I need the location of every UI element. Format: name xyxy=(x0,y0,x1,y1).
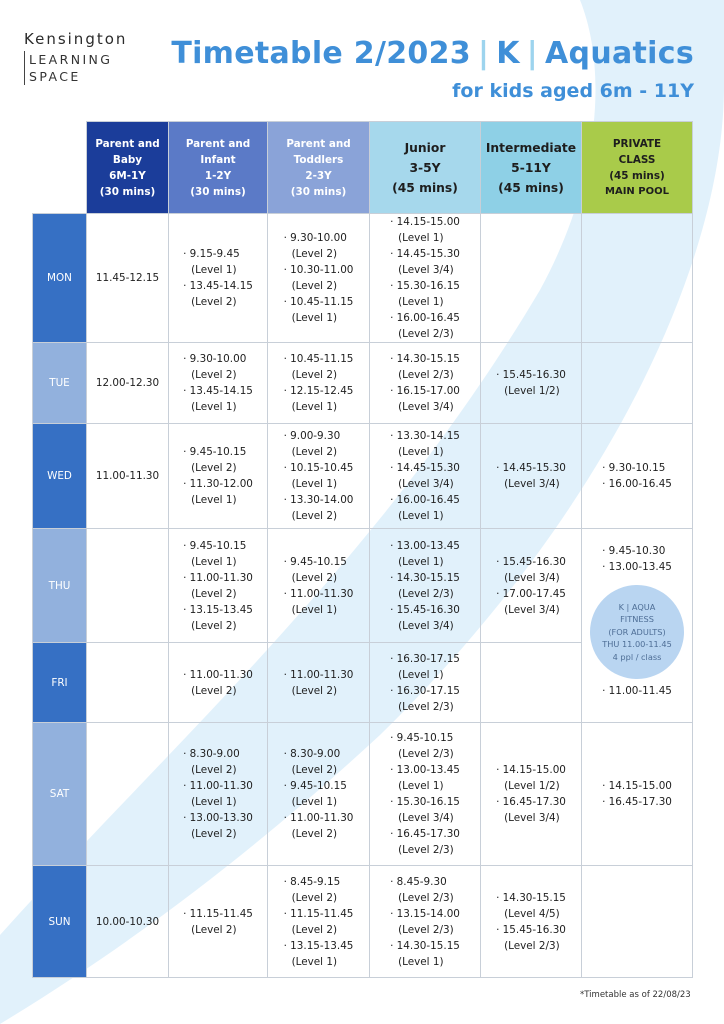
cell-infant xyxy=(169,723,268,866)
aqua-line: THU 11.00-11.45 xyxy=(602,639,672,650)
session-level: (Level 1) xyxy=(191,555,237,568)
session-list xyxy=(284,874,354,970)
header-line: 2-3Y xyxy=(305,169,332,182)
cell-private xyxy=(582,343,693,424)
session-time: · 16.45-17.30 xyxy=(496,796,566,808)
session-time: · 14.30-15.15 xyxy=(496,891,566,904)
row-tue xyxy=(33,343,693,424)
cell-infant xyxy=(169,424,268,529)
private-fri-times xyxy=(582,683,692,699)
session-level: (Level 3/4) xyxy=(398,401,454,413)
title-main: Timetable 2/2023 xyxy=(171,36,471,71)
session-list xyxy=(390,651,460,715)
header-intermediate xyxy=(481,122,582,214)
cell-baby xyxy=(87,643,169,723)
cell-private xyxy=(582,723,693,866)
session-level: (Level 2) xyxy=(291,280,338,292)
session-level: (Level 1) xyxy=(191,401,237,413)
header-line: 1-2Y xyxy=(204,169,232,182)
cell-junior xyxy=(370,643,481,723)
session-time: · 10.45-11.15 xyxy=(283,353,354,365)
session-level: (Level 2) xyxy=(291,248,338,260)
session-level: (Level 1) xyxy=(291,312,338,324)
session-time: · 9.45-10.15 xyxy=(283,555,347,568)
cell-intermediate xyxy=(481,723,582,866)
page-subtitle: for kids aged 6m - 11Y xyxy=(452,80,694,102)
aqua-fitness-badge xyxy=(590,585,684,679)
cell-junior xyxy=(370,424,481,529)
session-level: (Level 2) xyxy=(291,828,338,840)
session-time: · 15.30-16.15 xyxy=(390,796,460,808)
session-time: · 10.45-11.15 xyxy=(283,296,354,308)
session-level: (Level 2) xyxy=(191,764,237,776)
session-time: · 11.30-12.00 xyxy=(183,478,253,490)
cell-toddlers xyxy=(268,723,370,866)
session-level: (Level 1) xyxy=(398,780,444,792)
session-list xyxy=(496,890,566,954)
session-list xyxy=(496,460,566,492)
cell-junior xyxy=(370,866,481,978)
session-time: · 14.45-15.30 xyxy=(496,462,566,474)
session-time: · 10.30-11.00 xyxy=(283,264,354,276)
aqua-line: K | AQUA xyxy=(618,601,656,612)
session-time: · 9.45-10.15 xyxy=(283,780,347,792)
session-level: (Level 2) xyxy=(291,684,338,697)
session-list xyxy=(284,351,354,415)
session-level: (Level 2/3) xyxy=(398,587,454,600)
cell-baby: 11.45-12.15 xyxy=(87,214,169,343)
header-junior xyxy=(370,122,481,214)
cell-intermediate xyxy=(481,529,582,643)
session-time: · 16.45-17.30 xyxy=(602,796,672,808)
session-list xyxy=(496,367,566,399)
day-label: THU xyxy=(33,529,87,643)
session-level: (Level 4/5) xyxy=(504,907,560,920)
cell-intermediate xyxy=(481,424,582,529)
session-time: · 13.00-13.45 xyxy=(602,561,672,573)
session-list xyxy=(602,543,672,575)
session-time: · 9.30-10.15 xyxy=(602,462,666,474)
session-list xyxy=(183,746,253,842)
session-time: · 9.00-9.30 xyxy=(283,430,341,442)
cell-baby xyxy=(87,723,169,866)
session-level: (Level 1/2) xyxy=(504,780,560,792)
session-time: · 17.00-17.45 xyxy=(496,587,566,600)
session-time: · 14.30-15.15 xyxy=(390,939,460,952)
session-time: · 13.00-13.30 xyxy=(183,812,253,824)
session-level: (Level 1) xyxy=(291,955,338,968)
session-time: · 11.15-11.45 xyxy=(283,907,354,920)
session-time: · 8.45-9.15 xyxy=(283,875,341,888)
row-sat xyxy=(33,723,693,866)
session-time: · 13.15-14.00 xyxy=(390,907,460,920)
session-level: (Level 3/4) xyxy=(504,603,560,616)
header-line: Intermediate xyxy=(485,140,577,155)
session-level: (Level 2) xyxy=(191,369,237,381)
cell-baby: 10.00-10.30 xyxy=(87,866,169,978)
header-line: 6M-1Y xyxy=(109,169,146,182)
session-list xyxy=(390,351,460,415)
header-line: (30 mins) xyxy=(99,185,156,198)
session-level: (Level 1) xyxy=(291,401,338,413)
cell-junior xyxy=(370,343,481,424)
cell-intermediate xyxy=(481,643,582,723)
header-line: (45 mins) xyxy=(609,169,665,182)
session-level: (Level 2) xyxy=(291,891,338,904)
cell-private xyxy=(582,424,693,529)
cell-toddlers xyxy=(268,529,370,643)
session-time: · 9.15-9.45 xyxy=(183,248,240,260)
session-level: (Level 1) xyxy=(291,478,338,490)
session-level: (Level 2) xyxy=(291,571,338,584)
session-time: · 16.00-16.45 xyxy=(390,312,460,324)
session-time: · 13.00-13.45 xyxy=(390,764,460,776)
row-sun xyxy=(33,866,693,978)
session-time: · 12.15-12.45 xyxy=(283,385,354,397)
session-list xyxy=(496,762,566,826)
session-level: (Level 2) xyxy=(291,923,338,936)
header-parent-infant xyxy=(169,122,268,214)
session-time: · 13.15-13.45 xyxy=(183,603,253,616)
session-time: · 16.30-17.15 xyxy=(390,652,460,665)
session-list xyxy=(602,460,672,492)
cell-intermediate xyxy=(481,343,582,424)
session-time: · 15.30-16.15 xyxy=(390,280,460,292)
aqua-line: 4 ppl / class xyxy=(612,651,662,662)
session-level: (Level 3/4) xyxy=(398,478,454,490)
session-time: · 11.00-11.30 xyxy=(283,587,354,600)
header-line: 5-11Y xyxy=(511,160,551,175)
session-level: (Level 2/3) xyxy=(398,369,454,381)
session-list xyxy=(183,351,253,415)
header-line: Baby xyxy=(112,153,143,166)
session-time: · 15.45-16.30 xyxy=(496,923,566,936)
cell-toddlers xyxy=(268,343,370,424)
header-line: (45 mins) xyxy=(392,180,458,195)
header-line: (45 mins) xyxy=(498,180,564,195)
footnote: *Timetable as of 22/08/23 xyxy=(580,990,691,1000)
session-time: · 9.45-10.15 xyxy=(183,539,247,552)
header-line: PRIVATE xyxy=(612,137,662,150)
session-level: (Level 2) xyxy=(291,446,338,458)
session-time: · 16.30-17.15 xyxy=(390,684,460,697)
cell-private-thu-fri xyxy=(582,529,693,723)
cell-intermediate xyxy=(481,866,582,978)
session-level: (Level 3/4) xyxy=(398,812,454,824)
session-list xyxy=(183,538,253,634)
session-level: (Level 2) xyxy=(191,296,237,308)
session-list xyxy=(183,246,253,310)
header-line: Junior xyxy=(404,140,446,155)
session-list xyxy=(390,874,460,970)
cell-intermediate xyxy=(481,214,582,343)
session-time: · 13.00-13.45 xyxy=(390,539,460,552)
session-level: (Level 3/4) xyxy=(398,619,454,632)
header-parent-toddlers xyxy=(268,122,370,214)
cell-baby xyxy=(87,529,169,643)
session-time: · 13.30-14.15 xyxy=(390,430,460,442)
cell-baby: 11.00-11.30 xyxy=(87,424,169,529)
cell-infant xyxy=(169,343,268,424)
cell-infant xyxy=(169,866,268,978)
session-time: · 10.15-10.45 xyxy=(283,462,354,474)
header-line: Infant xyxy=(200,153,236,166)
session-time: · 11.00-11.30 xyxy=(183,668,253,681)
session-level: (Level 1) xyxy=(398,555,444,568)
header-line: (30 mins) xyxy=(190,185,246,198)
session-level: (Level 2) xyxy=(291,764,338,776)
session-level: (Level 2/3) xyxy=(504,939,560,952)
session-time: · 14.30-15.15 xyxy=(390,353,460,365)
session-level: (Level 3/4) xyxy=(504,478,560,490)
session-time: · 16.15-17.00 xyxy=(390,385,460,397)
brand-line-space: SPACE xyxy=(29,69,81,84)
session-list xyxy=(183,444,253,508)
cell-infant xyxy=(169,214,268,343)
session-time: · 16.00-16.45 xyxy=(390,494,460,506)
session-time: · 16.00-16.45 xyxy=(602,478,672,490)
header-line: Toddlers xyxy=(293,153,344,166)
title-separator-2: | xyxy=(526,36,539,71)
session-level: (Level 3/4) xyxy=(504,812,560,824)
cell-private xyxy=(582,866,693,978)
page-title xyxy=(171,36,694,71)
session-time: · 14.45-15.30 xyxy=(390,462,460,474)
session-time: · 16.45-17.30 xyxy=(390,828,460,840)
session-time: · 13.45-14.15 xyxy=(183,385,253,397)
corner-cell xyxy=(33,122,87,214)
session-level: (Level 1) xyxy=(398,955,444,968)
session-level: (Level 2) xyxy=(291,510,338,522)
day-label: TUE xyxy=(33,343,87,424)
session-level: (Level 3/4) xyxy=(504,571,560,584)
session-level: (Level 2/3) xyxy=(398,891,454,904)
header-private-class xyxy=(582,122,693,214)
session-time: · 9.45-10.30 xyxy=(602,545,666,557)
session-level: (Level 2) xyxy=(191,619,237,632)
session-time: · 14.15-15.00 xyxy=(390,216,460,228)
day-label: WED xyxy=(33,424,87,529)
header-line: 3-5Y xyxy=(409,160,441,175)
session-level: (Level 2) xyxy=(191,828,237,840)
private-thu-times xyxy=(582,543,692,575)
session-level: (Level 2/3) xyxy=(398,328,454,340)
title-separator: | xyxy=(477,36,490,71)
brand-name: Kensington xyxy=(24,30,128,48)
session-list xyxy=(390,730,460,858)
session-level: (Level 1) xyxy=(291,603,338,616)
header-line: MAIN POOL xyxy=(605,185,669,197)
day-label: FRI xyxy=(33,643,87,723)
session-time: · 8.45-9.30 xyxy=(390,875,447,888)
session-level: (Level 1) xyxy=(398,232,444,244)
session-list xyxy=(602,683,672,699)
session-time: · 11.00-11.30 xyxy=(283,668,354,681)
header-row xyxy=(33,122,693,214)
session-time: · 15.45-16.30 xyxy=(496,555,566,568)
row-mon xyxy=(33,214,693,343)
cell-toddlers xyxy=(268,214,370,343)
cell-private xyxy=(582,214,693,343)
session-level: (Level 1) xyxy=(191,264,237,276)
header-line: CLASS xyxy=(618,153,656,166)
session-time: · 11.00-11.45 xyxy=(602,685,672,697)
session-list xyxy=(183,667,253,699)
session-level: (Level 1) xyxy=(291,796,338,808)
session-time: · 11.00-11.30 xyxy=(283,812,354,824)
cell-infant xyxy=(169,529,268,643)
session-list xyxy=(390,428,460,524)
timetable xyxy=(32,121,693,978)
session-level: (Level 2) xyxy=(191,684,237,697)
session-time: · 11.00-11.30 xyxy=(183,780,253,792)
session-time: · 8.30-9.00 xyxy=(283,748,341,760)
title-k: K xyxy=(496,36,520,71)
session-list xyxy=(183,906,253,938)
session-list xyxy=(602,778,672,810)
session-level: (Level 1) xyxy=(398,296,444,308)
session-level: (Level 2) xyxy=(291,369,338,381)
session-level: (Level 2) xyxy=(191,462,237,474)
session-time: · 11.15-11.45 xyxy=(183,907,253,920)
cell-junior xyxy=(370,723,481,866)
brand-logo xyxy=(24,30,127,85)
session-level: (Level 2/3) xyxy=(398,748,454,760)
session-time: · 13.30-14.00 xyxy=(283,494,354,506)
cell-infant xyxy=(169,643,268,723)
aqua-line: (FOR ADULTS) xyxy=(608,626,666,637)
session-time: · 9.30-10.00 xyxy=(283,232,347,244)
aqua-line: FITNESS xyxy=(620,614,654,625)
cell-toddlers xyxy=(268,643,370,723)
session-list xyxy=(390,214,460,342)
session-time: · 14.15-15.00 xyxy=(496,764,566,776)
session-list xyxy=(284,667,354,699)
session-list xyxy=(284,230,354,326)
brand-line-learning: LEARNING xyxy=(29,52,113,67)
row-thu xyxy=(33,529,693,643)
session-list xyxy=(496,554,566,618)
brand-subtitle xyxy=(24,51,127,85)
session-time: · 9.45-10.15 xyxy=(390,732,454,744)
session-list xyxy=(284,428,354,524)
session-level: (Level 2/3) xyxy=(398,844,454,856)
cell-toddlers xyxy=(268,424,370,529)
header-line: Parent and xyxy=(185,137,251,150)
session-time: · 13.15-13.45 xyxy=(283,939,354,952)
session-time: · 11.00-11.30 xyxy=(183,571,253,584)
header-parent-baby xyxy=(87,122,169,214)
session-level: (Level 3/4) xyxy=(398,264,454,276)
session-level: (Level 1/2) xyxy=(504,385,560,397)
session-level: (Level 1) xyxy=(398,510,444,522)
session-time: · 14.15-15.00 xyxy=(602,780,672,792)
session-time: · 14.45-15.30 xyxy=(390,248,460,260)
session-level: (Level 1) xyxy=(398,446,444,458)
cell-baby: 12.00-12.30 xyxy=(87,343,169,424)
session-level: (Level 1) xyxy=(191,796,237,808)
day-label: SUN xyxy=(33,866,87,978)
session-list xyxy=(284,554,354,618)
cell-junior xyxy=(370,214,481,343)
header-line: Parent and xyxy=(286,137,351,150)
session-list xyxy=(284,746,354,842)
session-time: · 15.45-16.30 xyxy=(390,603,460,616)
header-line: (30 mins) xyxy=(290,185,347,198)
session-time: · 9.30-10.00 xyxy=(183,353,247,365)
cell-toddlers xyxy=(268,866,370,978)
session-level: (Level 2/3) xyxy=(398,700,454,713)
session-level: (Level 2) xyxy=(191,923,237,936)
session-time: · 15.45-16.30 xyxy=(496,369,566,381)
session-time: · 9.45-10.15 xyxy=(183,446,247,458)
cell-junior xyxy=(370,529,481,643)
header-line: Parent and xyxy=(95,137,160,150)
row-wed xyxy=(33,424,693,529)
session-level: (Level 2) xyxy=(191,587,237,600)
session-level: (Level 2/3) xyxy=(398,923,454,936)
session-time: · 13.45-14.15 xyxy=(183,280,253,292)
day-label: MON xyxy=(33,214,87,343)
session-level: (Level 1) xyxy=(398,668,444,681)
day-label: SAT xyxy=(33,723,87,866)
session-level: (Level 1) xyxy=(191,494,237,506)
session-time: · 14.30-15.15 xyxy=(390,571,460,584)
title-aquatics: Aquatics xyxy=(545,36,694,71)
session-list xyxy=(390,538,460,634)
session-time: · 8.30-9.00 xyxy=(183,748,240,760)
